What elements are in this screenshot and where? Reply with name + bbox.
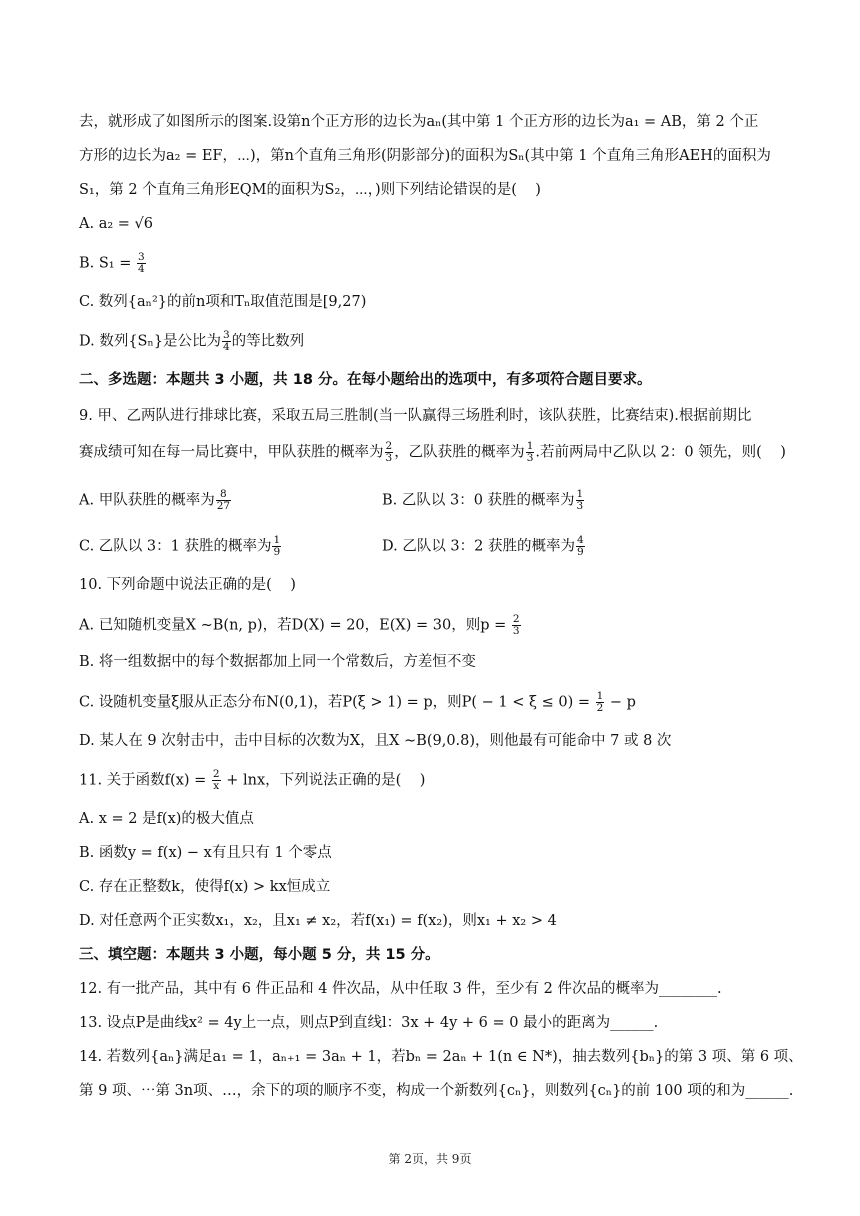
fraction: $\frac{1}{3}$ [576, 488, 584, 512]
q9-option-c: C. 乙队以 3：1 获胜的概率为 $\frac{1}{9}$ [79, 534, 281, 558]
q8-option-d: D. 数列{Sₙ}是公比为 $\frac{3}{4}$ 的等比数列 [79, 329, 305, 353]
q10-option-a: A. 已知随机变量X ∼B(n, p)，若D(X) = 20，E(X) = 30，则p = $\frac{2}{3}$ [79, 613, 520, 637]
q9-stem-line-2: 赛成绩可知在每一局比赛中，甲队获胜的概率为 $\frac{2}{3}$ ，乙队获胜的概率为 $\frac{1}{3}$ .若前两局中乙队以 2：0 领先，则( ) [79, 440, 786, 464]
q10-option-b: B. 将一组数据中的每个数据都加上同一个常数后，方差恒不变 [79, 654, 476, 670]
q10-option-d: D. 某人在 9 次射击中，击中目标的次数为X，且X ∼B(9,0.8)，则他最有可能命中 7 或 8 次 [79, 733, 672, 749]
q11-stem: 11. 关于函数f(x) = $\frac{2}{x}$ + lnx，下列说法正确的是( ) [79, 768, 426, 792]
q11-option-d: D. 对任意两个正实数x₁，x₂，且x₁ ≠ x₂，若f(x₁) = f(x₂)，则x₁ + x₂ > 4 [79, 913, 557, 929]
q8-option-b: B. S₁ = $\frac{3}{4}$ [79, 251, 145, 275]
q14-line-1: 14. 若数列{aₙ}满足a₁ = 1，aₙ₊₁ = 3aₙ + 1，若bₙ = 2aₙ + 1(n ∈ N*)，抽去数列{bₙ}的第 3 项、第 6 项、 [79, 1049, 803, 1065]
q11-option-c: C. 存在正整数k，使得f(x) > kx恒成立 [79, 879, 331, 895]
q10-stem: 10. 下列命题中说法正确的是( ) [79, 577, 296, 593]
section-heading-fill-in: 三、填空题：本题共 3 小题，每小题 5 分，共 15 分。 [79, 947, 440, 963]
q9-option-a: A. 甲队获胜的概率为 $\frac{8}{27}$ [79, 488, 231, 512]
q8-option-c: C. 数列{aₙ²}的前n项和Tₙ取值范围是[9,27) [79, 294, 367, 310]
fraction: $\frac{1}{3}$ [526, 440, 534, 464]
q13-text: 13. 设点P是曲线x² = 4y上一点，则点P到直线l：3x + 4y + 6 = 0 最小的距离为______. [79, 1015, 659, 1031]
q11-option-a: A. x = 2 是f(x)的极大值点 [79, 811, 254, 827]
fraction: $\frac{1}{2}$ [596, 690, 604, 714]
q8-stem-line-3: S₁，第 2 个直角三角形EQM的面积为S₂，⋯，)则下列结论错误的是( ) [79, 182, 541, 198]
section-heading-multiple-choice: 二、多选题：本题共 3 小题，共 18 分。在每小题给出的选项中，有多项符合题目要求。 [79, 372, 652, 388]
fraction: $\frac{8}{27}$ [216, 488, 231, 512]
q9-option-d: D. 乙队以 3：2 获胜的概率为 $\frac{4}{9}$ [382, 534, 584, 558]
fraction: $\frac{2}{3}$ [385, 440, 393, 464]
q9-option-b: B. 乙队以 3：0 获胜的概率为 $\frac{1}{3}$ [382, 488, 584, 512]
q8-stem-line-2: 方形的边长为a₂ = EF，⋯)，第n个直角三角形(阴影部分)的面积为Sₙ(其中第 1 个直角三角形AEH的面积为 [79, 148, 771, 164]
fraction: $\frac{3}{4}$ [222, 329, 230, 353]
q14-line-2: 第 9 项、⋯第 3n项、…，余下的项的顺序不变，构成一个新数列{cₙ}，则数列{cₙ}的前 100 项的和为______. [79, 1083, 794, 1099]
fraction: $\frac{2}{3}$ [512, 613, 520, 637]
q12-text: 12. 有一批产品，其中有 6 件正品和 4 件次品，从中任取 3 件，至少有 2 件次品的概率为________. [79, 981, 722, 997]
fraction: $\frac{1}{9}$ [273, 534, 281, 558]
q8-option-a: A. a₂ = √6 [79, 216, 153, 232]
q11-option-b: B. 函数y = f(x) − x有且只有 1 个零点 [79, 845, 332, 861]
fraction: $\frac{3}{4}$ [138, 251, 145, 275]
fraction: $\frac{4}{9}$ [577, 534, 584, 558]
q10-option-c: C. 设随机变量ξ服从正态分布N(0,1)，若P(ξ > 1) = p，则P( − 1 < ξ ≤ 0) = $\frac{1}{2}$ − p [79, 690, 636, 714]
q9-stem-line-1: 9. 甲、乙两队进行排球比赛，采取五局三胜制(当一队赢得三场胜利时，该队获胜，比赛结束).根据前期比 [79, 408, 752, 424]
page-footer: 第 2页，共 9页 [388, 1152, 472, 1166]
fraction: $\frac{2}{x}$ [212, 768, 220, 792]
q8-stem-line-1: 去，就形成了如图所示的图案.设第n个正方形的边长为aₙ(其中第 1 个正方形的边长为a₁ = AB，第 2 个正 [79, 114, 759, 130]
